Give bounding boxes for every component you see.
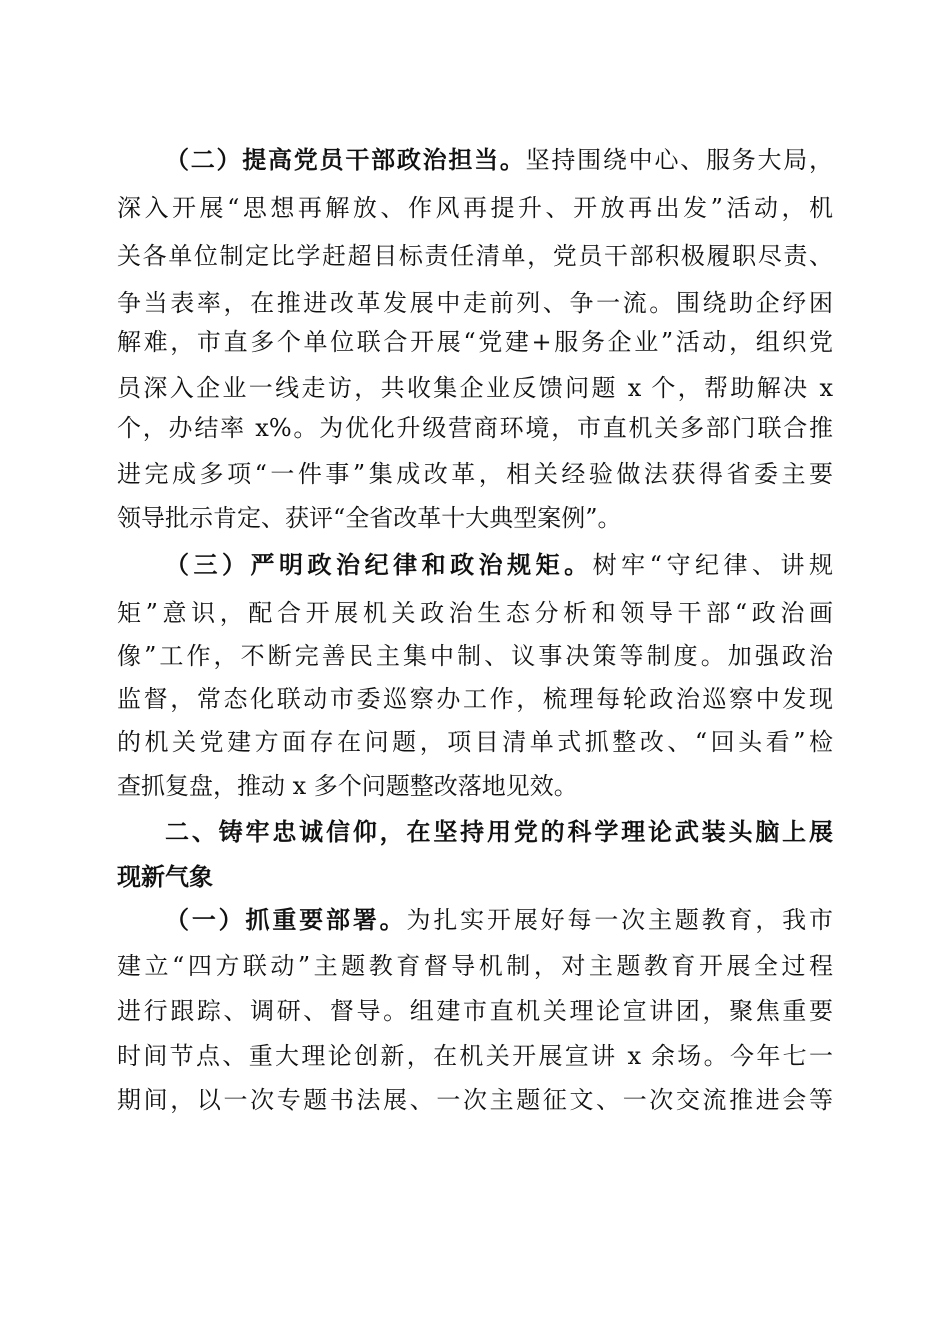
- paragraph-line: （一）抓重要部署。为扎实开展好每一次主题教育，我市: [165, 906, 833, 934]
- paragraph-line: 领导批示肯定、获评“全省改革十大典型案例”。: [117, 504, 622, 532]
- paragraph-line: 监督，常态化联动市委巡察办工作，梳理每轮政治巡察中发现: [117, 685, 833, 713]
- paragraph-line: （三）严明政治纪律和政治规矩。树牢“守纪律、讲规: [165, 551, 833, 579]
- paragraph-line: 矩”意识，配合开展机关政治生态分析和领导干部“政治画: [117, 599, 833, 627]
- paragraph-line: 期间，以一次专题书法展、一次主题征文、一次交流推进会等: [117, 1086, 833, 1114]
- paragraph-line: 解难，市直多个单位联合开展“党建+服务企业”活动，组织党: [117, 328, 833, 356]
- subsection-title: （三）严明政治纪律和政治规矩。: [165, 551, 593, 579]
- paragraph-line: 深入开展“思想再解放、作风再提升、开放再出发”活动，机: [117, 194, 833, 222]
- paragraph-line: 关各单位制定比学赶超目标责任清单，党员干部积极履职尽责、: [117, 242, 833, 270]
- paragraph-line: （二）提高党员干部政治担当。坚持围绕中心、服务大局，: [165, 146, 833, 174]
- paragraph-line: 的机关党建方面存在问题，项目清单式抓整改、“回头看”检: [117, 728, 833, 756]
- subsection-title: （二）提高党员干部政治担当。: [165, 146, 526, 174]
- paragraph-line: 查抓复盘，推动 x 多个问题整改落地见效。: [117, 772, 578, 800]
- section-heading: 现新气象: [117, 863, 213, 891]
- paragraph-line: 个，办结率 x%。为优化升级营商环境，市直机关多部门联合推: [117, 414, 833, 442]
- subsection-title: （一）抓重要部署。: [165, 906, 407, 934]
- paragraph-line: 进完成多项“一件事”集成改革，相关经验做法获得省委主要: [117, 460, 833, 488]
- paragraph-line: 像”工作，不断完善民主集中制、议事决策等制度。加强政治: [117, 642, 833, 670]
- paragraph-line: 时间节点、重大理论创新，在机关开展宣讲 x 余场。今年七一: [117, 1042, 833, 1070]
- paragraph-line: 进行跟踪、调研、督导。组建市直机关理论宣讲团，聚焦重要: [117, 997, 833, 1025]
- paragraph-line: 员深入企业一线走访，共收集企业反馈问题 x 个，帮助解决 x: [117, 374, 833, 402]
- section-heading: 二、铸牢忠诚信仰，在坚持用党的科学理论武装头脑上展: [165, 818, 833, 846]
- paragraph-line: 争当表率，在推进改革发展中走前列、争一流。围绕助企纾困: [117, 289, 833, 317]
- paragraph-line: 建立“四方联动”主题教育督导机制，对主题教育开展全过程: [117, 952, 833, 980]
